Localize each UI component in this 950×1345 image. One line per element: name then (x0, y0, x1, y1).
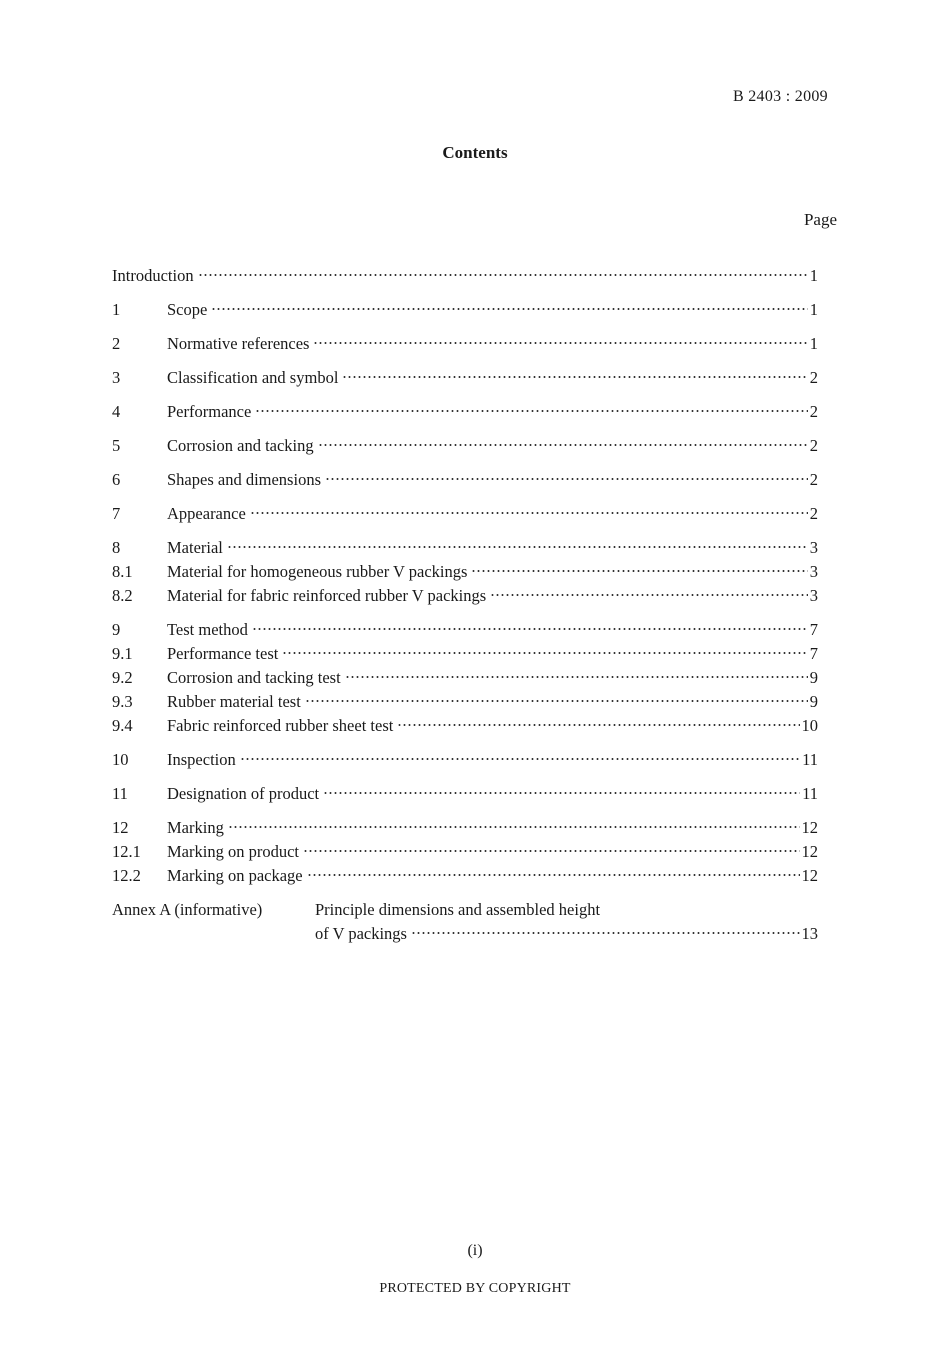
annex-label: Annex A (informative) (112, 900, 263, 919)
toc-entry-number: 12.2 (112, 866, 141, 885)
dot-leader (313, 342, 807, 344)
toc-annex-entry[interactable] (112, 898, 818, 946)
toc-entry-page: 10 (801, 716, 818, 735)
toc-entry[interactable] (112, 782, 818, 806)
dot-leader (323, 792, 800, 794)
toc-entry-number: 9.3 (112, 692, 133, 711)
toc-entry-number: 12 (112, 818, 129, 837)
toc-entry[interactable] (112, 502, 818, 526)
toc-entry[interactable] (112, 642, 818, 666)
dot-leader (240, 758, 800, 760)
toc-entry-number: 10 (112, 750, 129, 769)
dot-leader (305, 700, 808, 702)
toc-entry-title: Designation of product (167, 784, 320, 803)
toc-entry-title: Corrosion and tacking test (167, 668, 341, 687)
toc-entry[interactable] (112, 714, 818, 738)
toc-entry-title: Marking (167, 818, 224, 837)
toc-entry-number: 9 (112, 620, 121, 639)
dot-leader (325, 478, 808, 480)
toc-entry-number: 9.4 (112, 716, 133, 735)
toc-entry[interactable] (112, 618, 818, 642)
toc-entry-title: Shapes and dimensions (167, 470, 321, 489)
page-column-label: Page (803, 210, 837, 229)
document-code: B 2403 : 2009 (732, 88, 828, 105)
toc-entry-title: Normative references (167, 334, 310, 353)
toc-entry[interactable] (112, 264, 818, 288)
toc-entry[interactable] (112, 298, 818, 322)
dot-leader (282, 652, 807, 654)
toc-entry-page: 9 (809, 668, 818, 687)
toc-entry[interactable] (112, 536, 818, 560)
toc-entry[interactable] (112, 666, 818, 690)
toc-entry-title: Test method (167, 620, 248, 639)
toc-entry[interactable] (112, 366, 818, 390)
toc-entry[interactable] (112, 840, 818, 864)
toc-entry-number: 4 (112, 402, 121, 421)
toc-entry-title: Introduction (112, 266, 194, 285)
toc-entry-number: 9.1 (112, 644, 133, 663)
dot-leader (397, 724, 799, 726)
toc-entry-title: Material for fabric reinforced rubber V packings (167, 586, 487, 605)
toc-entry-page: 11 (802, 784, 818, 803)
toc-entry-number: 11 (112, 784, 128, 803)
dot-leader (250, 512, 808, 514)
toc-entry-number: 8 (112, 538, 121, 557)
toc-entry-number: 6 (112, 470, 121, 489)
toc-entry-number: 2 (112, 334, 121, 353)
dot-leader (490, 594, 808, 596)
annex-title-line2: of V packings (315, 924, 407, 943)
toc-entry-title: Inspection (167, 750, 236, 769)
toc-entry-title: Scope (167, 300, 208, 319)
toc-entry-page: 2 (809, 436, 818, 455)
annex-body (315, 898, 818, 946)
toc-entry-title: Rubber material test (167, 692, 301, 711)
toc-entry-number: 3 (112, 368, 121, 387)
toc-entry-number: 1 (112, 300, 121, 319)
dot-leader (303, 850, 800, 852)
toc-entry[interactable] (112, 584, 818, 608)
toc-entry-page: 3 (809, 562, 818, 581)
dot-leader (211, 308, 807, 310)
toc-entry-page: 3 (809, 538, 818, 557)
toc-entry-title: Marking on product (167, 842, 299, 861)
toc-entry-page: 2 (809, 470, 818, 489)
annex-page: 13 (801, 924, 818, 943)
dot-leader (471, 570, 807, 572)
dot-leader (252, 628, 808, 630)
dot-leader (198, 274, 808, 276)
toc-entry[interactable] (112, 560, 818, 584)
toc-entry-title: Marking on package (167, 866, 303, 885)
toc-entry-title: Performance (167, 402, 252, 421)
toc-entry-title: Material for homogeneous rubber V packings (167, 562, 468, 581)
toc-entry-page: 12 (801, 842, 818, 861)
toc-entry[interactable] (112, 690, 818, 714)
toc-entry-title: Appearance (167, 504, 246, 523)
toc-entry[interactable] (112, 434, 818, 458)
toc-entry[interactable] (112, 748, 818, 772)
toc-entry-title: Corrosion and tacking (167, 436, 314, 455)
toc-entry-page: 12 (801, 818, 818, 837)
toc-entry[interactable] (112, 864, 818, 888)
toc-entry-title: Classification and symbol (167, 368, 339, 387)
toc-entry[interactable] (112, 332, 818, 356)
dot-leader (307, 874, 800, 876)
footer-page-number: (i) (467, 1242, 483, 1259)
dot-leader (227, 546, 808, 548)
toc-entry[interactable] (112, 816, 818, 840)
toc-entry-page: 3 (809, 586, 818, 605)
toc-entry-page: 11 (802, 750, 818, 769)
dot-leader (255, 410, 807, 412)
toc-entry-number: 12.1 (112, 842, 141, 861)
toc-entry[interactable] (112, 400, 818, 424)
toc-entry-page: 7 (809, 644, 818, 663)
dot-leader (342, 376, 807, 378)
toc-entry-title: Fabric reinforced rubber sheet test (167, 716, 394, 735)
toc-entry-number: 5 (112, 436, 121, 455)
toc-entry-page: 2 (809, 402, 818, 421)
toc-entry-title: Material (167, 538, 223, 557)
dot-leader (411, 932, 800, 934)
toc-entry-page: 2 (809, 368, 818, 387)
annex-title-line1: Principle dimensions and assembled height (315, 900, 601, 919)
toc-entry-number: 9.2 (112, 668, 133, 687)
toc-entry-page: 7 (809, 620, 818, 639)
toc-entry[interactable] (112, 468, 818, 492)
toc-entry-page: 1 (809, 300, 818, 319)
toc-entry-page: 9 (809, 692, 818, 711)
table-of-contents (112, 264, 818, 946)
toc-entry-number: 8.2 (112, 586, 133, 605)
toc-entry-page: 12 (801, 866, 818, 885)
dot-leader (228, 826, 800, 828)
toc-entry-title: Performance test (167, 644, 279, 663)
dot-leader (345, 676, 808, 678)
toc-entry-number: 7 (112, 504, 121, 523)
toc-entry-page: 1 (809, 266, 818, 285)
toc-entry-page: 2 (809, 504, 818, 523)
copyright-notice: PROTECTED BY COPYRIGHT (379, 1281, 571, 1296)
toc-entry-page: 1 (809, 334, 818, 353)
dot-leader (318, 444, 808, 446)
toc-entry-number: 8.1 (112, 562, 133, 581)
page-title: Contents (442, 143, 508, 162)
